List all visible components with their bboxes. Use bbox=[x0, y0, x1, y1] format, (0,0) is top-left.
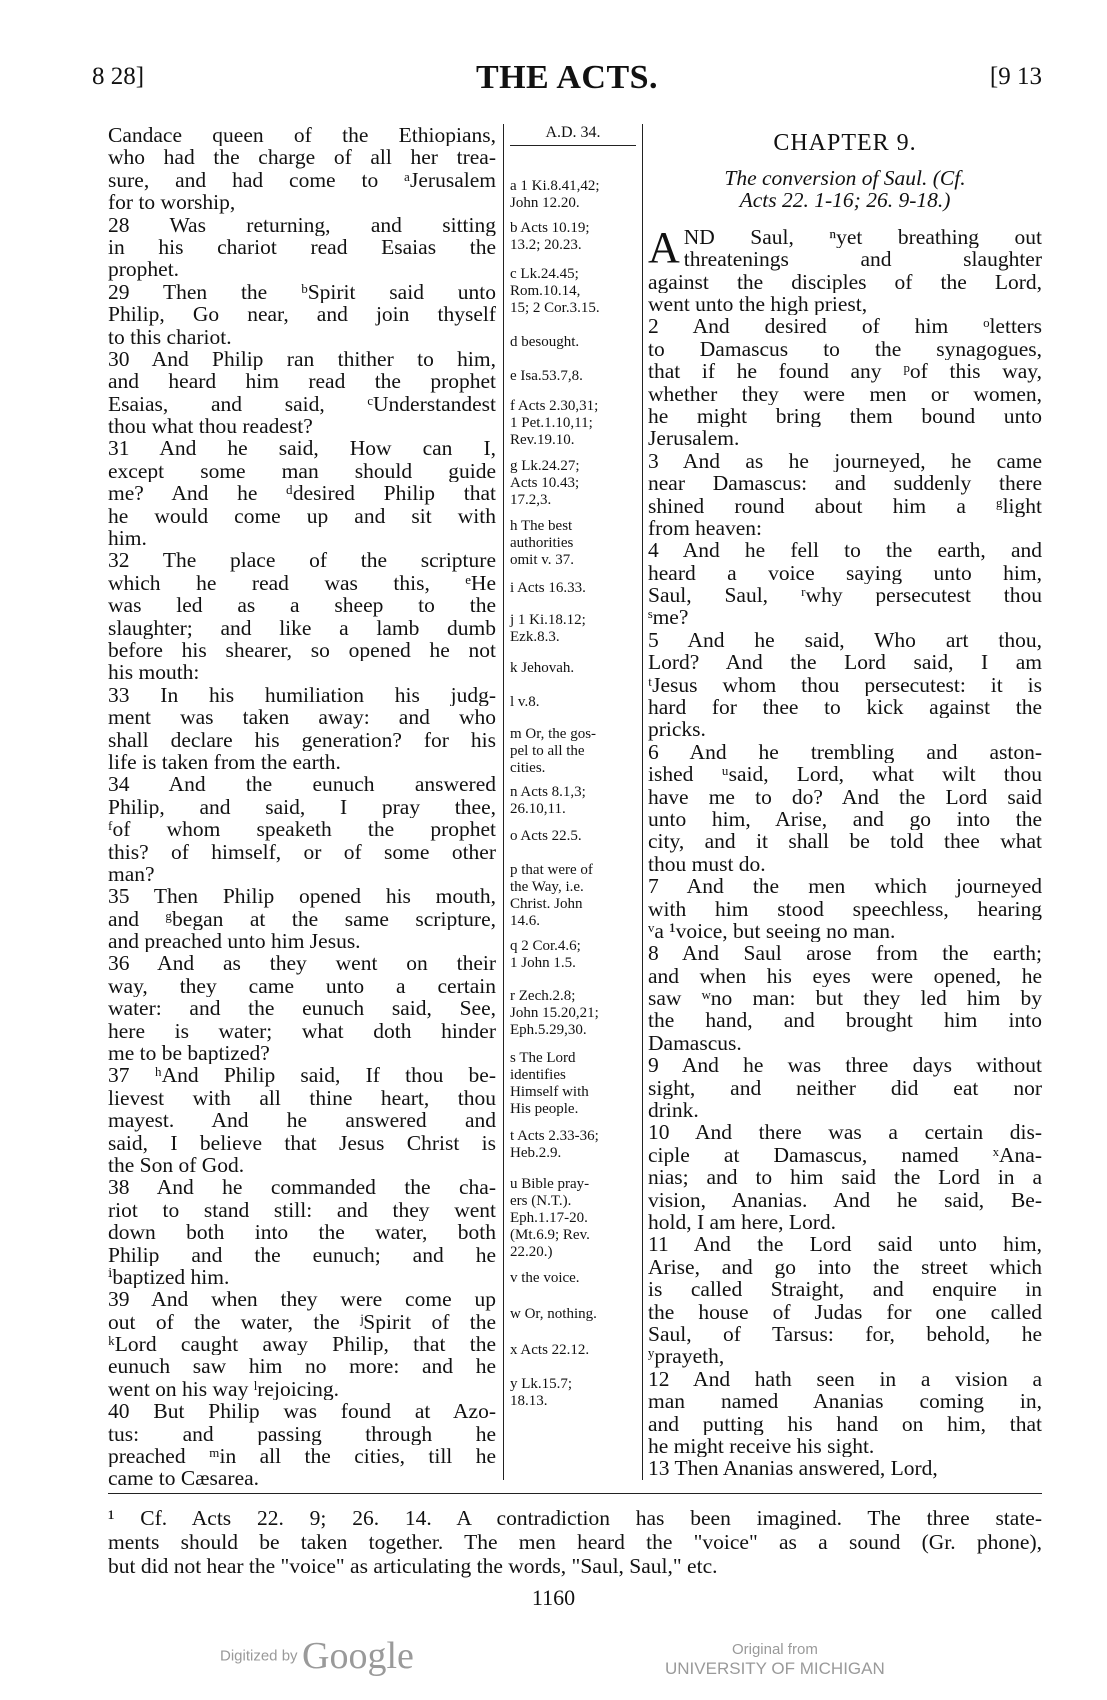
margin-note: v the voice. bbox=[510, 1270, 580, 1286]
margin-note: r Zech.2.8; John 15.20,21; Eph.5.29,30. bbox=[510, 988, 599, 1038]
margin-note: a 1 Ki.8.41,42; John 12.20. bbox=[510, 178, 600, 211]
digitized-by-watermark bbox=[220, 1634, 414, 1678]
footnote-line: ¹ Cf. Acts 22. 9; 26. 14. A contradiction has been imagined. The three state- bbox=[108, 1506, 1042, 1530]
text-line: Philip and the eunuch; and he bbox=[108, 1243, 496, 1266]
text-line: shined round about him a ᵍlight bbox=[648, 494, 1042, 517]
text-line: 10 And there was a certain dis- bbox=[648, 1121, 1042, 1144]
text-line: heard a voice saying unto him, bbox=[648, 561, 1042, 585]
text-line: 35 Then Philip opened his mouth, bbox=[108, 885, 496, 908]
margin-note: k Jehovah. bbox=[510, 660, 575, 676]
margin-note: b Acts 10.19; 13.2; 20.23. bbox=[510, 220, 590, 253]
origin-institution: UNIVERSITY OF MICHIGAN bbox=[665, 1659, 885, 1678]
text-line: sure, and had come to ᵃJerusalem bbox=[108, 168, 496, 192]
text-line: water: and the eunuch said, See, bbox=[108, 997, 496, 1020]
text-line: whether they were men or women, bbox=[648, 382, 1042, 405]
text-line: 30 And Philip ran thither to him, bbox=[108, 347, 496, 371]
text-line: for to worship, bbox=[108, 191, 236, 214]
margin-note: u Bible pray- ers (N.T.). Eph.1.17-20. (Mt.6.9; Rev. 22.20.) bbox=[510, 1176, 590, 1260]
text-line: thou what thou readest? bbox=[108, 415, 313, 438]
text-line: city, and it shall be told thee what bbox=[648, 830, 1042, 853]
text-line: who had the charge of all her trea- bbox=[108, 146, 496, 169]
text-line: sight, and neither did eat nor bbox=[648, 1076, 1042, 1100]
margin-note: h The best authorities omit v. 37. bbox=[510, 518, 575, 568]
text-line: ment was taken away: and who bbox=[108, 706, 496, 729]
text-line: Esaias, and said, ᶜUnderstandest bbox=[108, 392, 496, 416]
text-line: 5 And he said, Who art thou, bbox=[648, 628, 1042, 652]
margin-note: o Acts 22.5. bbox=[510, 828, 582, 844]
text-line: way, they came unto a certain bbox=[108, 974, 496, 998]
text-line: down both into the water, both bbox=[108, 1221, 496, 1244]
text-line: came to Cæsarea. bbox=[108, 1467, 260, 1490]
text-line: 37 ʰAnd Philip said, If thou be- bbox=[108, 1064, 496, 1087]
right-text-column bbox=[648, 124, 1042, 1480]
margin-note: f Acts 2.30,31; 1 Pet.1.10,11; Rev.19.10. bbox=[510, 398, 599, 448]
text-line: ND Saul, ⁿyet breathing out bbox=[683, 225, 1042, 249]
text-line: the house of Judas for one called bbox=[648, 1300, 1042, 1323]
text-line: was led as a sheep to the bbox=[108, 594, 496, 617]
text-line: said, I believe that Jesus Christ is bbox=[108, 1131, 496, 1154]
text-line: Philip, and said, I pray thee, bbox=[108, 795, 496, 819]
margin-note: q 2 Cor.4.6; 1 John 1.5. bbox=[510, 938, 581, 971]
text-line: 7 And the men which journeyed bbox=[648, 875, 1042, 898]
text-line: prophet. bbox=[108, 258, 180, 281]
text-line: 39 And when they were come up bbox=[108, 1288, 496, 1311]
text-line: 36 And as they went on their bbox=[108, 952, 496, 975]
text-line: and heard him read the prophet bbox=[108, 370, 496, 393]
text-line: in his chariot read Esaias the bbox=[108, 235, 496, 259]
margin-note: d besought. bbox=[510, 334, 580, 350]
text-line: eunuch saw him no more: and he bbox=[108, 1355, 496, 1378]
text-line: he might bring them bound unto bbox=[648, 404, 1042, 428]
text-line: ᵏLord caught away Philip, that the bbox=[108, 1333, 496, 1356]
margin-note: s The Lord identifies Himself with His people. bbox=[510, 1050, 589, 1117]
text-line: ᵗJesus whom thou persecutest: it is bbox=[648, 673, 1042, 697]
text-line: 9 And he was three days without bbox=[648, 1054, 1042, 1077]
page-number: 1160 bbox=[531, 1585, 576, 1610]
text-line: thou must do. bbox=[648, 852, 766, 876]
text-line: 8 And Saul arose from the earth; bbox=[648, 942, 1042, 965]
text-line: to Damascus to the synagogues, bbox=[648, 337, 1042, 361]
text-line: ᶠof whom speaketh the prophet bbox=[108, 818, 496, 841]
text-line: lievest with all thine heart, thou bbox=[108, 1086, 496, 1110]
footnote bbox=[108, 1506, 1042, 1578]
text-line: Candace queen of the Ethiopians, bbox=[108, 124, 496, 147]
origin-label: Original from bbox=[731, 1641, 818, 1658]
text-line: 40 But Philip was found at Azo- bbox=[108, 1400, 496, 1423]
margin-note: g Lk.24.27; Acts 10.43; 17.2,3. bbox=[510, 458, 580, 508]
text-line: and when his eyes were opened, he bbox=[648, 964, 1042, 988]
text-line: have me to do? And the Lord said bbox=[648, 785, 1042, 808]
text-line: he would come up and sit with bbox=[108, 504, 496, 528]
digitized-label: Digitized by bbox=[220, 1647, 298, 1665]
text-line: 12 And hath seen in a vision a bbox=[648, 1367, 1042, 1391]
right-text-lines bbox=[648, 271, 1042, 1480]
margin-note: p that were of the Way, i.e. Christ. John 14.6. bbox=[510, 862, 593, 929]
text-line: Lord? And the Lord said, I am bbox=[648, 651, 1042, 674]
text-line: with him stood speechless, hearing bbox=[648, 897, 1042, 920]
margin-note: m Or, the gos- pel to all the cities. bbox=[510, 726, 597, 776]
text-line: and putting his hand on him, that bbox=[648, 1412, 1042, 1435]
header-verse-end: [9 13 bbox=[989, 63, 1042, 90]
text-line: his mouth: bbox=[108, 661, 200, 684]
text-line: me? And he ᵈdesired Philip that bbox=[108, 482, 496, 505]
text-line: and ᵍbegan at the same scripture, bbox=[108, 907, 496, 931]
margin-note: i Acts 16.33. bbox=[510, 580, 586, 596]
text-line: Saul, of Tarsus: for, behold, he bbox=[648, 1322, 1042, 1346]
text-line: this? of himself, or of some other bbox=[108, 840, 496, 863]
text-line: ciple at Damascus, named ˣAna- bbox=[648, 1143, 1042, 1167]
left-text-column bbox=[108, 124, 496, 1490]
text-line: mayest. And he answered and bbox=[108, 1109, 496, 1132]
text-line: ʸprayeth, bbox=[648, 1345, 725, 1368]
text-line: 4 And he fell to the earth, and bbox=[648, 539, 1042, 562]
text-line: which he read was this, ᵉHe bbox=[108, 571, 496, 595]
chapter-subtitle-1: The conversion of Saul. (Cf. bbox=[724, 166, 966, 190]
drop-cap-letter: A bbox=[648, 222, 680, 272]
footnote-divider bbox=[108, 1493, 1042, 1494]
chapter-heading: CHAPTER 9. bbox=[773, 130, 917, 156]
margin-note: y Lk.15.7; 18.13. bbox=[510, 1376, 573, 1409]
text-line: 28 Was returning, and sitting bbox=[108, 213, 496, 236]
margin-note: w Or, nothing. bbox=[510, 1306, 597, 1322]
text-line: Saul, Saul, ʳwhy persecutest thou bbox=[648, 584, 1042, 607]
margin-note: l v.8. bbox=[510, 694, 540, 710]
text-line: 31 And he said, How can I, bbox=[108, 437, 496, 460]
text-line: man named Ananias coming in, bbox=[648, 1390, 1042, 1413]
text-line: 13 Then Ananias answered, Lord, bbox=[648, 1457, 938, 1480]
text-line: before his shearer, so opened he not bbox=[108, 638, 496, 662]
text-line: the Son of God. bbox=[108, 1153, 245, 1177]
text-line: man? bbox=[108, 862, 155, 886]
text-line: went on his way ˡrejoicing. bbox=[108, 1377, 340, 1401]
text-line: went unto the high priest, bbox=[648, 292, 868, 316]
text-line: riot to stand still: and they went bbox=[108, 1198, 496, 1222]
chapter-subtitle-2: Acts 22. 1-16; 26. 9-18.) bbox=[739, 188, 951, 213]
book-title: THE ACTS. bbox=[475, 59, 659, 96]
text-line: Damascus. bbox=[648, 1031, 742, 1055]
margin-note: n Acts 8.1,3; 26.10,11. bbox=[510, 784, 586, 817]
text-line: saw ʷno man: but they led him by bbox=[648, 987, 1042, 1010]
text-line: ⁱbaptized him. bbox=[108, 1265, 230, 1289]
text-line: him. bbox=[108, 527, 147, 550]
text-line: except some man should guide bbox=[108, 459, 496, 483]
text-line: 2 And desired of him ᵒletters bbox=[648, 315, 1042, 338]
header-verse-start: 8 28] bbox=[92, 63, 145, 90]
text-line: preached ᵐin all the cities, till he bbox=[108, 1445, 496, 1468]
text-line: he might receive his sight. bbox=[648, 1434, 875, 1458]
text-line: tus: and passing through he bbox=[108, 1422, 496, 1446]
margin-note: c Lk.24.45; Rom.10.14, 15; 2 Cor.3.15. bbox=[510, 266, 600, 316]
notes-date-header: A.D. 34. bbox=[510, 124, 636, 146]
text-line: ˢme? bbox=[648, 606, 689, 629]
text-line: 38 And he commanded the cha- bbox=[108, 1176, 496, 1199]
text-line: 29 Then the ᵇSpirit said unto bbox=[108, 280, 496, 304]
text-line: life is taken from the earth. bbox=[108, 750, 341, 774]
text-line: nias; and to him said the Lord in a bbox=[648, 1166, 1042, 1189]
text-line: hold, I am here, Lord. bbox=[648, 1211, 837, 1234]
running-header bbox=[92, 59, 1042, 97]
text-line: me to be baptized? bbox=[108, 1042, 270, 1065]
text-line: Jerusalem. bbox=[648, 427, 740, 450]
text-line: that if he found any ᵖof this way, bbox=[648, 360, 1042, 383]
text-line: and preached unto him Jesus. bbox=[108, 930, 361, 953]
text-line: the hand, and brought him into bbox=[648, 1009, 1042, 1032]
margin-references-column bbox=[503, 124, 643, 1480]
margin-note: e Isa.53.7,8. bbox=[510, 368, 583, 384]
text-line: threatenings and slaughter bbox=[683, 248, 1042, 271]
text-line: Arise, and go into the street which bbox=[648, 1255, 1042, 1279]
text-line: is called Straight, and enquire in bbox=[648, 1278, 1042, 1301]
text-line: shall declare his generation? for his bbox=[108, 728, 496, 751]
text-line: from heaven: bbox=[648, 516, 763, 540]
opening-paragraph bbox=[648, 222, 1042, 272]
text-line: drink. bbox=[648, 1099, 699, 1122]
text-line: hard for thee to kick against the bbox=[648, 696, 1042, 719]
text-line: out of the water, the ʲSpirit of the bbox=[108, 1310, 496, 1334]
margin-note: x Acts 22.12. bbox=[510, 1342, 590, 1358]
origin-watermark bbox=[665, 1640, 885, 1678]
text-line: vision, Ananias. And he said, Be- bbox=[648, 1188, 1042, 1211]
text-line: 11 And the Lord said unto him, bbox=[648, 1233, 1042, 1256]
text-line: slaughter; and like a lamb dumb bbox=[108, 616, 496, 639]
text-line: against the disciples of the Lord, bbox=[648, 270, 1042, 293]
margin-note: j 1 Ki.18.12; Ezk.8.3. bbox=[510, 612, 586, 645]
text-line: 32 The place of the scripture bbox=[108, 549, 496, 572]
text-line: pricks. bbox=[648, 718, 706, 741]
margin-note: t Acts 2.33-36; Heb.2.9. bbox=[510, 1128, 599, 1161]
text-line: 34 And the eunuch answered bbox=[108, 773, 496, 796]
text-line: 3 And as he journeyed, he came bbox=[648, 449, 1042, 473]
footnote-line: but did not hear the "voice" as articulating the words, "Saul, Saul," etc. bbox=[108, 1554, 718, 1578]
text-line: ᵛa ¹voice, but seeing no man. bbox=[648, 919, 896, 943]
text-line: ished ᵘsaid, Lord, what wilt thou bbox=[648, 763, 1042, 786]
text-line: Philip, Go near, and join thyself bbox=[108, 303, 496, 326]
text-line: near Damascus: and suddenly there bbox=[648, 472, 1042, 495]
text-line: here is water; what doth hinder bbox=[108, 1019, 496, 1043]
google-logo: Google bbox=[302, 1635, 414, 1677]
footnote-line: ments should be taken together. The men heard the "voice" as a sound (Gr. phone), bbox=[108, 1530, 1042, 1554]
text-line: 33 In his humiliation his judg- bbox=[108, 683, 496, 707]
text-line: to this chariot. bbox=[108, 325, 232, 348]
text-line: unto him, Arise, and go into the bbox=[648, 807, 1042, 831]
text-line: 6 And he trembling and aston- bbox=[648, 740, 1042, 764]
